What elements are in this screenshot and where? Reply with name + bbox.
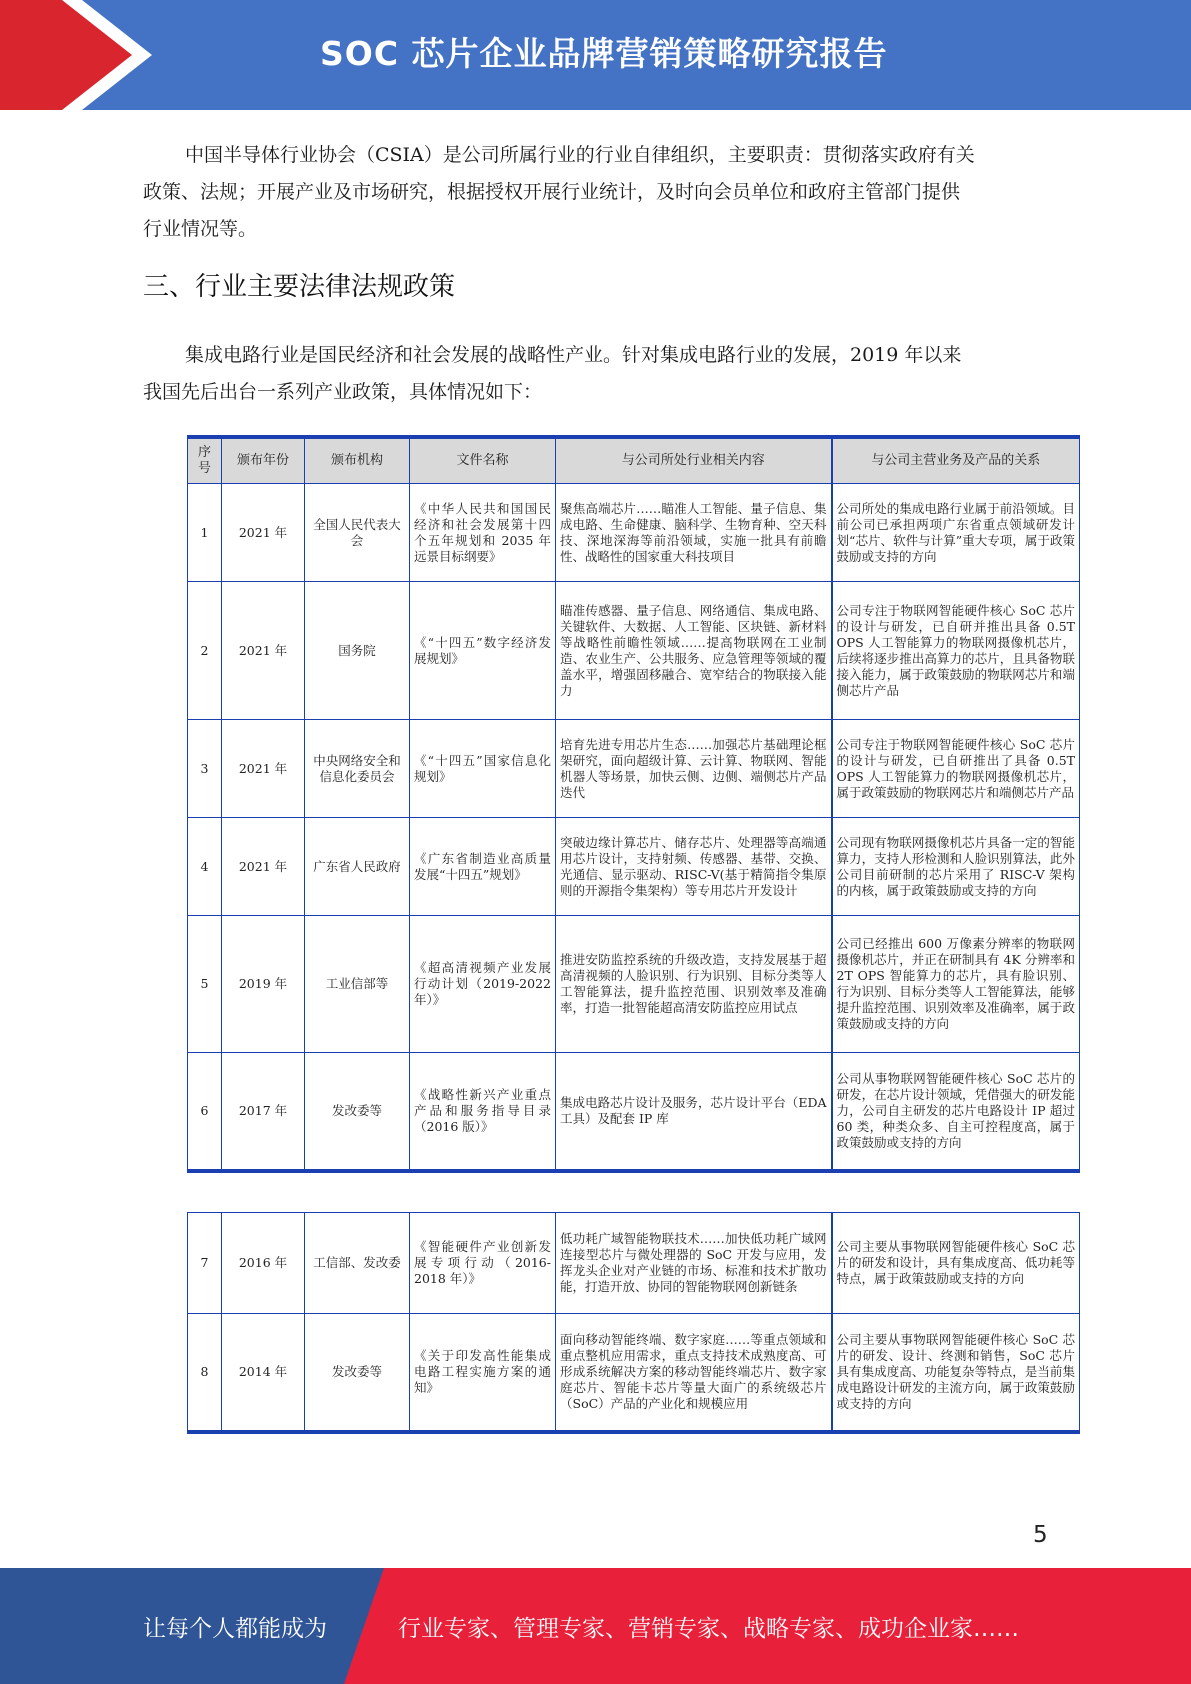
cell-document: 《超高清视频产业发展行动计划（2019-2022 年）》 xyxy=(410,916,556,1053)
header-red-chevron xyxy=(0,0,150,110)
cell-year: 2017 年 xyxy=(222,1053,305,1171)
cell-relation: 公司专注于物联网智能硬件核心 SoC 芯片的设计与研发，已自研推出了具备 0.5T OPS 人工智能算力的物联网摄像机芯片，属于政策鼓励的物联网芯片和端侧芯片产品 xyxy=(832,720,1080,818)
footer-slogan-left: 让每个人都能成为 xyxy=(143,1616,327,1642)
report-title: SOC 芯片企业品牌营销策略研究报告 xyxy=(320,34,888,73)
policy-table-continued xyxy=(187,1212,1080,1434)
cell-content: 突破边缘计算芯片、储存芯片、处理器等高端通用芯片设计，支持射频、传感器、基带、交换、光通信、显示驱动、RISC-V(基于精简指令集原则的开源指令集架构）等专用芯片开发设计 xyxy=(556,818,832,916)
cell-year: 2014 年 xyxy=(222,1314,305,1432)
cell-no: 3 xyxy=(188,720,222,818)
cell-document: 《关于印发高性能集成电路工程实施方案的通知》 xyxy=(410,1314,556,1432)
cell-document: 《“十四五”数字经济发展规划》 xyxy=(410,582,556,720)
cell-no: 7 xyxy=(188,1213,222,1314)
table-row xyxy=(188,582,1080,720)
cell-relation: 公司现有物联网摄像机芯片具备一定的智能算力，支持人形检测和人脸识别算法，此外公司目前研制的芯片采用了 RISC-V 架构的内核，属于政策鼓励或支持的方向 xyxy=(832,818,1080,916)
cell-content: 低功耗广域智能物联技术……加快低功耗广域网连接型芯片与微处理器的 SoC 开发与应用，发挥龙头企业对产业链的市场、标准和技术扩散功能，打造开放、协同的智能物联网创新链条 xyxy=(556,1213,832,1314)
cell-agency: 广东省人民政府 xyxy=(305,818,410,916)
policy-intro-paragraph xyxy=(143,337,1043,411)
cell-agency: 国务院 xyxy=(305,582,410,720)
cell-agency: 发改委等 xyxy=(305,1314,410,1432)
cell-document: 《战略性新兴产业重点产品和服务指导目录（2016 版）》 xyxy=(410,1053,556,1171)
cell-document: 《广东省制造业高质量发展“十四五”规划》 xyxy=(410,818,556,916)
cell-agency: 中央网络安全和信息化委员会 xyxy=(305,720,410,818)
header-content: 与公司所处行业相关内容 xyxy=(556,437,832,484)
page-header xyxy=(0,0,1191,110)
cell-content: 面向移动智能终端、数字家庭……等重点领域和重点整机应用需求，重点支持技术成熟度高、可形成系统解决方案的移动智能终端芯片、数字家庭芯片、智能卡芯片等量大面广的系统级芯片（SoC）产品的产业化和规模应用 xyxy=(556,1314,832,1432)
cell-agency: 发改委等 xyxy=(305,1053,410,1171)
cell-year: 2021 年 xyxy=(222,818,305,916)
cell-content: 聚焦高端芯片……瞄准人工智能、量子信息、集成电路、生命健康、脑科学、生物育种、空天科技、深地深海等前沿领域，实施一批具有前瞻性、战略性的国家重大科技项目 xyxy=(556,484,832,582)
cell-content: 推进安防监控系统的升级改造，支持发展基于超高清视频的人脸识别、行为识别、目标分类等人工智能算法，提升监控范围、识别效率及准确率，打造一批智能超高清安防监控应用试点 xyxy=(556,916,832,1053)
table-row xyxy=(188,484,1080,582)
cell-relation: 公司主要从事物联网智能硬件核心 SoC 芯片的研发和设计，具有集成度高、低功耗等特点，属于政策鼓励或支持的方向 xyxy=(832,1213,1080,1314)
cell-agency: 工信部、发改委 xyxy=(305,1213,410,1314)
header-relation: 与公司主营业务及产品的关系 xyxy=(832,437,1080,484)
header-year: 颁布年份 xyxy=(222,437,305,484)
cell-no: 8 xyxy=(188,1314,222,1432)
table-row xyxy=(188,1213,1080,1314)
page-number: 5 xyxy=(1033,1522,1048,1548)
table-row xyxy=(188,720,1080,818)
cell-year: 2016 年 xyxy=(222,1213,305,1314)
cell-relation: 公司已经推出 600 万像素分辨率的物联网摄像机芯片，并正在研制具有 4K 分辨率和 2T OPS 智能算力的芯片，具有脸识别、行为识别、目标分类等人工智能算法，能够提升监控范围、识别效率及准确率，属于政策鼓励或支持的方向 xyxy=(832,916,1080,1053)
cell-year: 2021 年 xyxy=(222,484,305,582)
cell-no: 6 xyxy=(188,1053,222,1171)
cell-year: 2021 年 xyxy=(222,582,305,720)
cell-no: 1 xyxy=(188,484,222,582)
cell-no: 2 xyxy=(188,582,222,720)
intro-line: 政策、法规；开展产业及市场研究，根据授权开展行业统计，及时向会员单位和政府主管部门提供 xyxy=(143,181,961,203)
cell-year: 2021 年 xyxy=(222,720,305,818)
table-row xyxy=(188,916,1080,1053)
cell-year: 2019 年 xyxy=(222,916,305,1053)
intro-line: 行业情况等。 xyxy=(143,218,258,240)
section-heading: 三、行业主要法律法规政策 xyxy=(143,272,456,302)
cell-content: 培育先进专用芯片生态……加强芯片基础理论框架研究，面向超级计算、云计算、物联网、智能机器人等场景，加快云侧、边侧、端侧芯片产品迭代 xyxy=(556,720,832,818)
cell-relation: 公司从事物联网智能硬件核心 SoC 芯片的研发，在芯片设计领域，凭借强大的研发能力，公司自主研发的芯片电路设计 IP 超过 60 类，种类众多、自主可控程度高，属于政策鼓励或支持的方向 xyxy=(832,1053,1080,1171)
cell-no: 4 xyxy=(188,818,222,916)
cell-document: 《智能硬件产业创新发展专项行动（2016-2018 年）》 xyxy=(410,1213,556,1314)
cell-no: 5 xyxy=(188,916,222,1053)
cell-content: 集成电路芯片设计及服务，芯片设计平台（EDA 工具）及配套 IP 库 xyxy=(556,1053,832,1171)
policy-intro-line: 我国先后出台一系列产业政策，具体情况如下： xyxy=(143,381,543,403)
page-footer xyxy=(0,1568,1191,1684)
cell-relation: 公司所处的集成电路行业属于前沿领域。目前公司已承担两项广东省重点领域研发计划“芯片、软件与计算”重大专项，属于政策鼓励或支持的方向 xyxy=(832,484,1080,582)
cell-content: 瞄准传感器、量子信息、网络通信、集成电路、关键软件、大数据、人工智能、区块链、新材料等战略性前瞻性领域……提高物联网在工业制造、农业生产、公共服务、应急管理等领域的覆盖水平，增强固移融合、宽窄结合的物联接入能力 xyxy=(556,582,832,720)
cell-relation: 公司专注于物联网智能硬件核心 SoC 芯片的设计与研发，已自研并推出具备 0.5T OPS 人工智能算力的物联网摄像机芯片，后续将逐步推出高算力的芯片，且具备物联接入能力，属于政策鼓励的物联网芯片和端侧芯片产品 xyxy=(832,582,1080,720)
intro-paragraph xyxy=(143,137,1043,248)
cell-agency: 全国人民代表大会 xyxy=(305,484,410,582)
intro-line: 中国半导体行业协会（CSIA）是公司所属行业的行业自律组织，主要职责：贯彻落实政府有关 xyxy=(185,144,975,166)
policy-table xyxy=(187,435,1080,1173)
header-document: 文件名称 xyxy=(410,437,556,484)
table-row xyxy=(188,1314,1080,1432)
cell-document: 《中华人民共和国国民经济和社会发展第十四个五年规划和 2035 年远景目标纲要》 xyxy=(410,484,556,582)
table-row xyxy=(188,1053,1080,1171)
header-agency: 颁布机构 xyxy=(305,437,410,484)
policy-intro-line: 集成电路行业是国民经济和社会发展的战略性产业。针对集成电路行业的发展，2019 年以来 xyxy=(185,344,962,366)
header-no: 序号 xyxy=(188,437,222,484)
table-row xyxy=(188,818,1080,916)
footer-slogan-right: 行业专家、管理专家、营销专家、战略专家、成功企业家…… xyxy=(398,1616,1019,1642)
cell-relation: 公司主要从事物联网智能硬件核心 SoC 芯片的研发、设计、终测和销售，SoC 芯片具有集成度高、功能复杂等特点，是当前集成电路设计研发的主流方向，属于政策鼓励或支持的方向 xyxy=(832,1314,1080,1432)
cell-document: 《“十四五”国家信息化规划》 xyxy=(410,720,556,818)
cell-agency: 工业信部等 xyxy=(305,916,410,1053)
table-header-row xyxy=(188,437,1080,484)
